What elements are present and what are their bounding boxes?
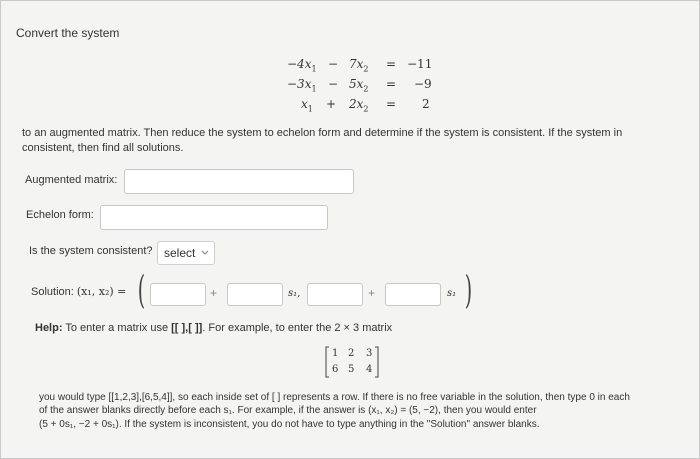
consistent-select[interactable] [157, 241, 215, 265]
op-row3: + [326, 97, 337, 111]
eq-row3: = [386, 97, 397, 111]
op-row2: − [328, 77, 339, 91]
x1-coefficient-input[interactable] [227, 283, 283, 306]
op-row1: − [328, 57, 339, 71]
eq-row2: = [386, 77, 397, 91]
left-paren: ( [137, 268, 146, 312]
echelon-form-input[interactable] [100, 205, 328, 230]
matrix-cell: 2 [348, 348, 355, 359]
x2-constant-input[interactable] [307, 283, 363, 306]
term1-row1: $-4x_1$ [287, 57, 317, 74]
x2-coefficient-input[interactable] [385, 283, 441, 306]
plus-sign-2: + [368, 286, 376, 300]
augmented-label: Augmented matrix: [25, 174, 118, 186]
help-line4: (5 + 0s₁, −2 + 0s₁). If the system is inconsistent, you do not have to type anything in the "Solution" answer blanks. [39, 419, 540, 430]
rhs-row1: −11 [407, 57, 433, 71]
consistent-label: Is the system consistent? [29, 245, 153, 257]
help-line3: of the answer blanks directly before each s₁. For example, if the answer is (x₁, x₂) = (5, −2), then you would enter [39, 405, 537, 416]
consistent-select-value: select [164, 246, 196, 260]
help-line2: you would type [[1,2,3],[6,5,4]], so each inside set of [ ] represents a row. If there is no free variable in the solution, then type 0 in each [39, 392, 630, 403]
instructions-line2: consistent, then find all solutions. [22, 142, 184, 154]
prompt-text: Convert the system [16, 26, 120, 40]
x1-constant-input[interactable] [150, 283, 206, 306]
eq-row1: = [386, 57, 397, 71]
matrix-cell: 5 [348, 364, 355, 375]
augmented-matrix-input[interactable] [124, 169, 354, 194]
right-paren: ) [464, 268, 473, 312]
matrix-cell: 6 [332, 364, 339, 375]
help-line1 [35, 322, 392, 334]
solution-label [31, 285, 126, 298]
solution-label-text: Solution: [31, 286, 74, 298]
help-text-b: . For example, to enter the 2 × 3 matrix [202, 322, 393, 334]
matrix-cell: 4 [366, 364, 373, 375]
term2-row1: $7x_2$ [349, 57, 369, 74]
solution-vars: (x₁, x₂) = [76, 285, 127, 298]
s1-label: s₁ [447, 288, 457, 299]
echelon-label: Echelon form: [26, 209, 94, 221]
term1-row2: $-3x_1$ [287, 77, 317, 94]
rhs-row3: 2 [422, 97, 430, 111]
term1-row3: $x_1$ [301, 97, 313, 114]
instructions-line1: to an augmented matrix. Then reduce the system to echelon form and determine if the system is consistent. If the system in [22, 127, 623, 139]
example-matrix [324, 346, 380, 378]
matrix-cell: 3 [366, 348, 373, 359]
help-bold: Help: [35, 322, 63, 334]
help-text-a: To enter a matrix use [65, 322, 169, 334]
s1-comma-label: s₁, [288, 288, 301, 299]
matrix-cell: 1 [332, 348, 339, 359]
help-code: [[ ],[ ]] [171, 322, 203, 334]
term2-row2: $5x_2$ [349, 77, 369, 94]
term2-row3: $2x_2$ [349, 97, 369, 114]
chevron-down-icon [201, 250, 209, 256]
rhs-row2: −9 [414, 77, 432, 91]
plus-sign-1: + [210, 286, 218, 300]
